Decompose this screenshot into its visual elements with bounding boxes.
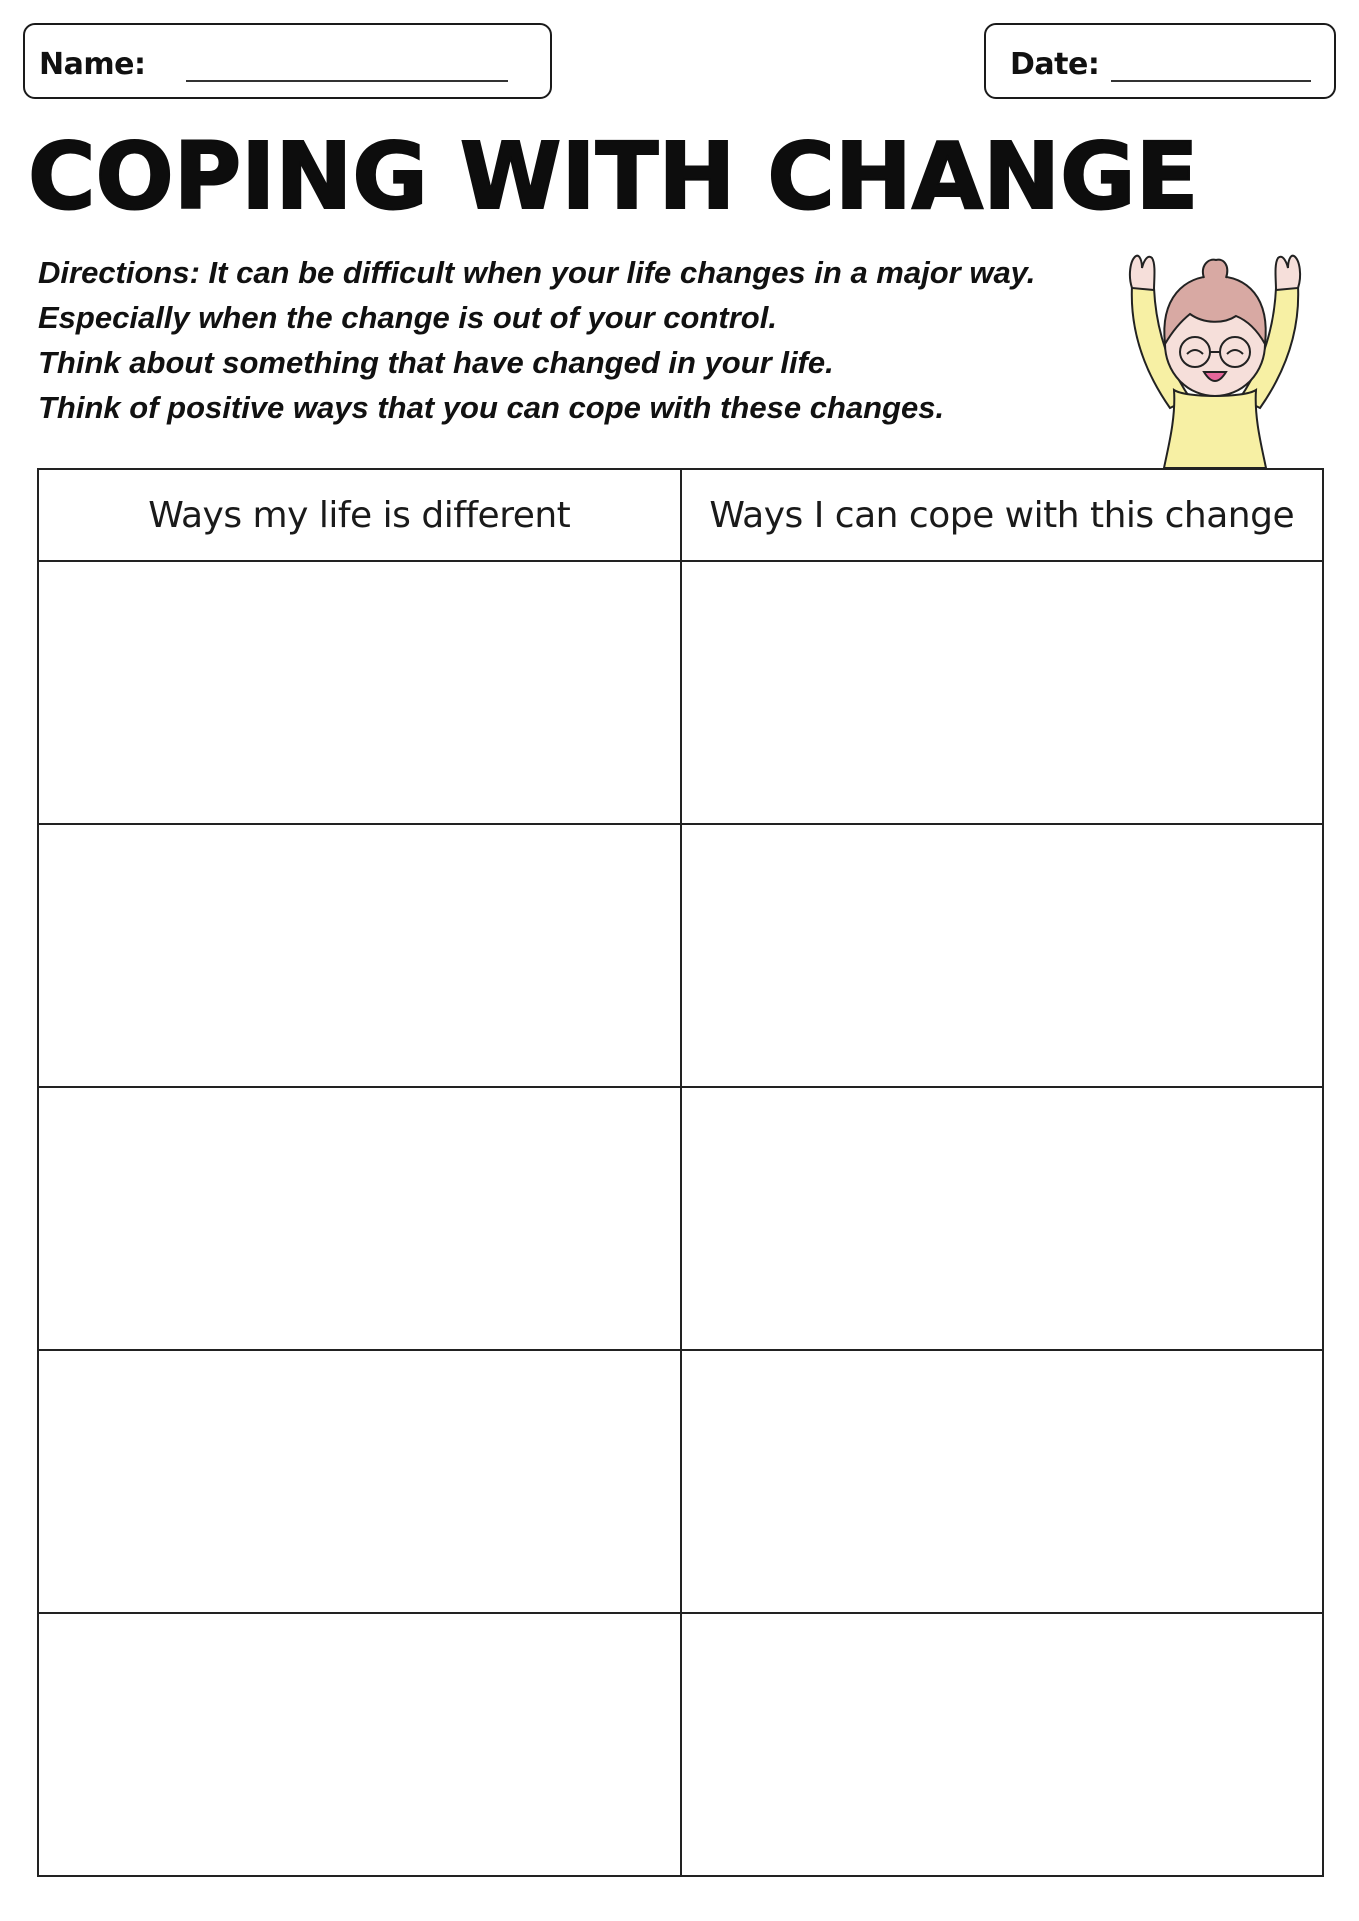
directions-line: Think about something that have changed in your life. (38, 345, 834, 380)
column-header: Ways I can cope with this change (681, 469, 1324, 561)
directions-line: Especially when the change is out of your control. (38, 300, 777, 335)
directions (38, 250, 1118, 430)
table-row (38, 1350, 1323, 1613)
coping-cell[interactable] (681, 1613, 1324, 1876)
coping-cell[interactable] (681, 561, 1324, 824)
page-title: COPING WITH CHANGE (28, 123, 1199, 230)
difference-cell[interactable] (38, 1350, 681, 1613)
directions-line: Directions: It can be difficult when your life changes in a major way. (38, 255, 1036, 290)
table-row (38, 1613, 1323, 1876)
coping-cell[interactable] (681, 1087, 1324, 1350)
name-input-line[interactable] (186, 80, 508, 82)
date-input-line[interactable] (1111, 80, 1311, 82)
date-field-box (984, 23, 1336, 99)
table-row (38, 561, 1323, 824)
name-field-box (23, 23, 552, 99)
coping-cell[interactable] (681, 1350, 1324, 1613)
table-row (38, 824, 1323, 1087)
difference-cell[interactable] (38, 824, 681, 1087)
table-row (38, 1087, 1323, 1350)
name-label: Name: (39, 47, 146, 82)
coping-cell[interactable] (681, 824, 1324, 1087)
directions-line: Think of positive ways that you can cope with these changes. (38, 390, 945, 425)
coping-table (37, 468, 1324, 1877)
difference-cell[interactable] (38, 1613, 681, 1876)
difference-cell[interactable] (38, 1087, 681, 1350)
cheering-child-icon (1124, 248, 1306, 468)
difference-cell[interactable] (38, 561, 681, 824)
date-label: Date: (1010, 47, 1100, 82)
column-header: Ways my life is different (38, 469, 681, 561)
